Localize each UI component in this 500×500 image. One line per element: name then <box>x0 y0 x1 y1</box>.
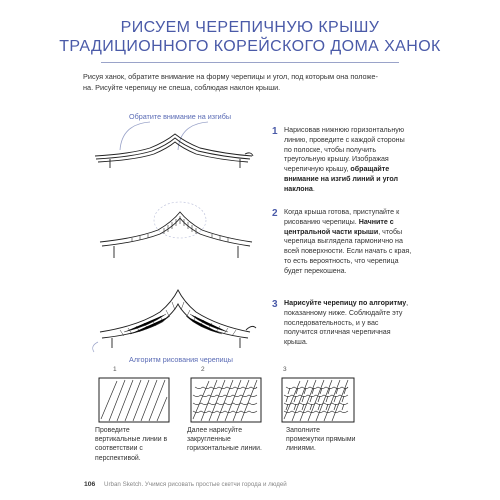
step-1 <box>272 126 412 193</box>
step-1-text: Нарисовав нижнюю горизонтальную линию, проведите с каждой стороны по полоске, чтобы получить треугольную крышу. Изображая черепичную крышу, обращайте внимание на изгиб линий и угол наклона. <box>284 126 405 193</box>
step-3-text: Нарисуйте черепицу по алгоритму, показанному ниже. Соблюдайте эту последовательность, и у вас получится отличная черепичная крыша. <box>284 299 409 347</box>
title-divider <box>101 62 399 63</box>
tiled-roof-sketch <box>90 282 260 354</box>
algorithm-cell-3-number: 3 <box>283 366 287 373</box>
step-2-text: Когда крыша готова, приступайте к рисованию черепицы. Начните с центральной части крыши, чтобы черепица выглядела гармонично на всей поверхности. Если начать с края, то есть вероятность, что черепица будет перекошена. <box>284 208 412 275</box>
algorithm-cell-2-number: 2 <box>201 366 205 373</box>
page-number: 106 <box>84 481 96 488</box>
vertical-lines-sketch <box>95 375 173 425</box>
figure-caption-1: Обратите внимание на изгибы <box>129 112 231 121</box>
intro-line-2: на. Рисуйте черепицу не спеша, соблюдая наклон крыши. <box>83 82 281 92</box>
figure-caption-3: Алгоритм рисования черепицы <box>129 355 233 364</box>
page-title-line-1: РИСУЕМ ЧЕРЕПИЧНУЮ КРЫШУ <box>120 19 380 36</box>
algorithm-cell-1 <box>95 366 173 476</box>
roof-center-tiles-sketch <box>92 192 262 272</box>
algorithm-cell-3-text: Заполните промежутки прямыми линиями. <box>286 427 356 453</box>
running-title: Urban Sketch. Учимся рисовать простые скетчи города и людей <box>104 481 287 488</box>
algorithm-cell-3 <box>278 366 358 476</box>
step-3 <box>272 299 412 359</box>
step-1-number: 1 <box>272 126 278 137</box>
page-title-line-2: ТРАДИЦИОННОГО КОРЕЙСКОГО ДОМА ХАНОК <box>59 38 441 55</box>
algorithm-cell-2 <box>187 366 265 476</box>
step-3-number: 3 <box>272 299 278 310</box>
intro-paragraph <box>83 72 418 93</box>
page-title <box>0 18 500 56</box>
filled-tiles-sketch <box>278 375 358 425</box>
curved-lines-sketch <box>187 375 265 425</box>
algorithm-cell-1-number: 1 <box>113 366 117 373</box>
step-2-number: 2 <box>272 208 278 219</box>
algorithm-cell-1-text: Проведите вертикальные линии в соответствии с перспективой. <box>95 427 168 462</box>
step-2 <box>272 208 412 288</box>
intro-line-1: Рисуя ханок, обратите внимание на форму черепицы и угол, под которым она положе- <box>83 72 378 81</box>
algorithm-cell-2-text: Далее нарисуйте закругленные горизонтальные линии. <box>187 427 262 453</box>
